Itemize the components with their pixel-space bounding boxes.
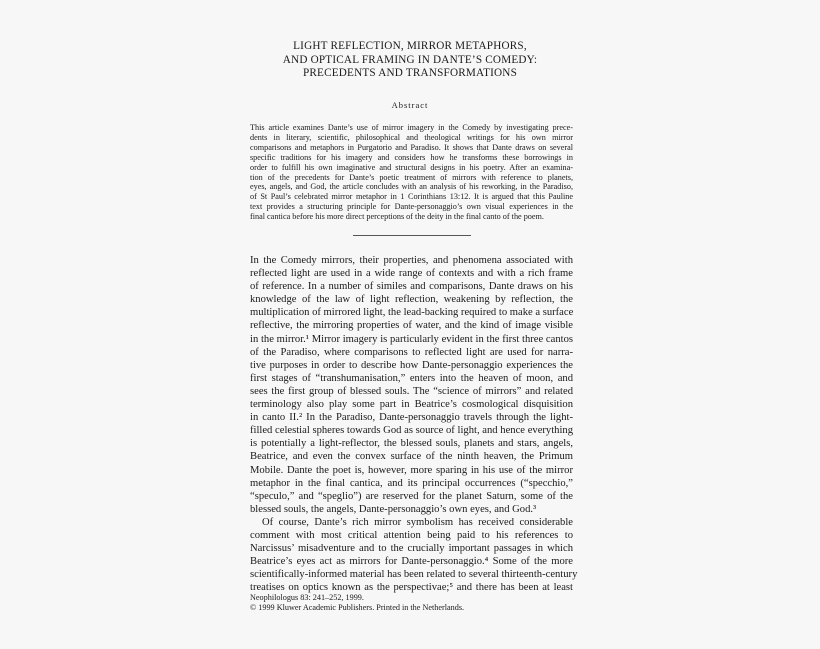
body-line: knowledge of the law of light reflection, weakening by reflection, the xyxy=(250,294,573,306)
body-line: In the Comedy mirrors, their properties, and phenomena associated with xyxy=(250,255,573,266)
abstract-line: This article examines Dante’s use of mirror imagery in the Comedy by investigating prece- xyxy=(250,123,573,132)
abstract-line: of St Paul’s celebrated mirror metaphor in 1 Corinthians 13:12. It is argued that this Pauline xyxy=(250,192,573,202)
body-line: Mobile. Dante the poet is, however, more sparing in his use of the mirror xyxy=(250,464,573,476)
body-line: treatises on optics known as the perspectivae;⁵ and there has been at least xyxy=(250,582,573,594)
body-line: in canto II.² In the Paradiso, Dante-personaggio travels through the light- xyxy=(250,412,573,424)
abstract-line: dents in literary, scientific, philosophical and theological writings for his own mirror xyxy=(250,132,573,142)
body-line: first stages of “transhumanisation,” enters into the heaven of moon, and xyxy=(250,372,573,384)
body-line: blessed souls, the angels, Dante-personaggio’s own eyes, and God.³ xyxy=(250,503,537,515)
body-line: Narcissus’ misadventure and to the crucially important passages in which xyxy=(250,543,573,555)
body-line: Beatrice, and even the convex surface of the ninth heaven, the Primum xyxy=(250,451,573,463)
body-line: “speculo,” and “speglio”) are reserved for the planet Saturn, some of the xyxy=(250,490,573,502)
title-line-2: AND OPTICAL FRAMING IN DANTE’S COMEDY: xyxy=(282,53,538,66)
abstract-line: tion of the precedents for Dante’s poetic treatment of mirrors with reference to planets, xyxy=(250,172,573,182)
abstract-line: comparisons and metaphors in Purgatorio and Paradiso. It shows that Dante draws on several xyxy=(250,142,573,152)
body-line: reflective, the mirroring properties of water, and the kind of image visible xyxy=(250,320,573,332)
body-line: in the mirror.¹ Mirror imagery is particularly evident in the first three cantos xyxy=(250,333,573,345)
abstract-heading: Abstract xyxy=(391,100,429,110)
body-line: terminology also play some part in Beatrice’s cosmological disquisition xyxy=(250,399,573,411)
body-line: metaphor in the final cantica, and its principal occurrences (“specchio,” xyxy=(250,477,573,489)
body-line: Of course, Dante’s rich mirror symbolism has received considerable xyxy=(262,516,573,528)
abstract-text xyxy=(250,123,573,222)
abstract-line: order to fulfill his own imaginative and structural designs in his poetry. After an examina- xyxy=(250,162,573,172)
body-line: multiplication of mirrored light, the lead-backing required to make a surface xyxy=(250,307,574,319)
abstract-line: final cantica before his more direct perceptions of the deity in the final canto of the poem. xyxy=(250,212,544,222)
title-line-1: LIGHT REFLECTION, MIRROR METAPHORS, xyxy=(293,40,527,52)
body-line: of the Paradiso, where comparisons to reflected light are used for narra- xyxy=(250,346,573,358)
body-line: sees the first group of blessed souls. The “science of mirrors” and related xyxy=(250,385,573,397)
body-line: of reference. In a number of similes and comparisons, Dante draws on his xyxy=(250,281,573,293)
abstract-line: specific traditions for his imagery and considers how he transforms these borrowings in xyxy=(250,152,573,162)
publication-footer xyxy=(250,593,573,613)
body-line: filled celestial spheres towards God as source of light, and hence everything xyxy=(250,425,573,437)
copyright-notice: © 1999 Kluwer Academic Publishers. Printed in the Netherlands. xyxy=(250,603,465,613)
journal-citation: Neophilologus 83: 241–252, 1999. xyxy=(250,593,364,602)
body-line: is potentially a light-reflector, the blessed souls, planets and stars, angels, xyxy=(250,438,573,450)
title-line-3: PRECEDENTS AND TRANSFORMATIONS xyxy=(302,67,518,79)
body-line: scientifically-informed material has been related to several thirteenth-century xyxy=(250,569,578,581)
body-text xyxy=(250,254,578,594)
body-line: tive purposes in order to describe how Dante-personaggio experiences the xyxy=(250,359,573,371)
body-line: comment with most critical attention being paid to his references to xyxy=(250,529,573,541)
abstract-line: text provides a structuring principle for Dante-personaggio’s own visual experiences in the xyxy=(250,202,573,212)
abstract-line: eyes, angels, and God, the article concludes with an analysis of his reworking, in the Paradiso, xyxy=(250,182,573,192)
article-title xyxy=(220,40,600,81)
body-line: reflected light are used in a wide range of contexts and with a rich frame xyxy=(250,268,573,280)
section-divider xyxy=(353,235,471,236)
body-line: Beatrice’s eyes act as mirrors for Dante-personaggio.⁴ Some of the more xyxy=(250,556,573,568)
